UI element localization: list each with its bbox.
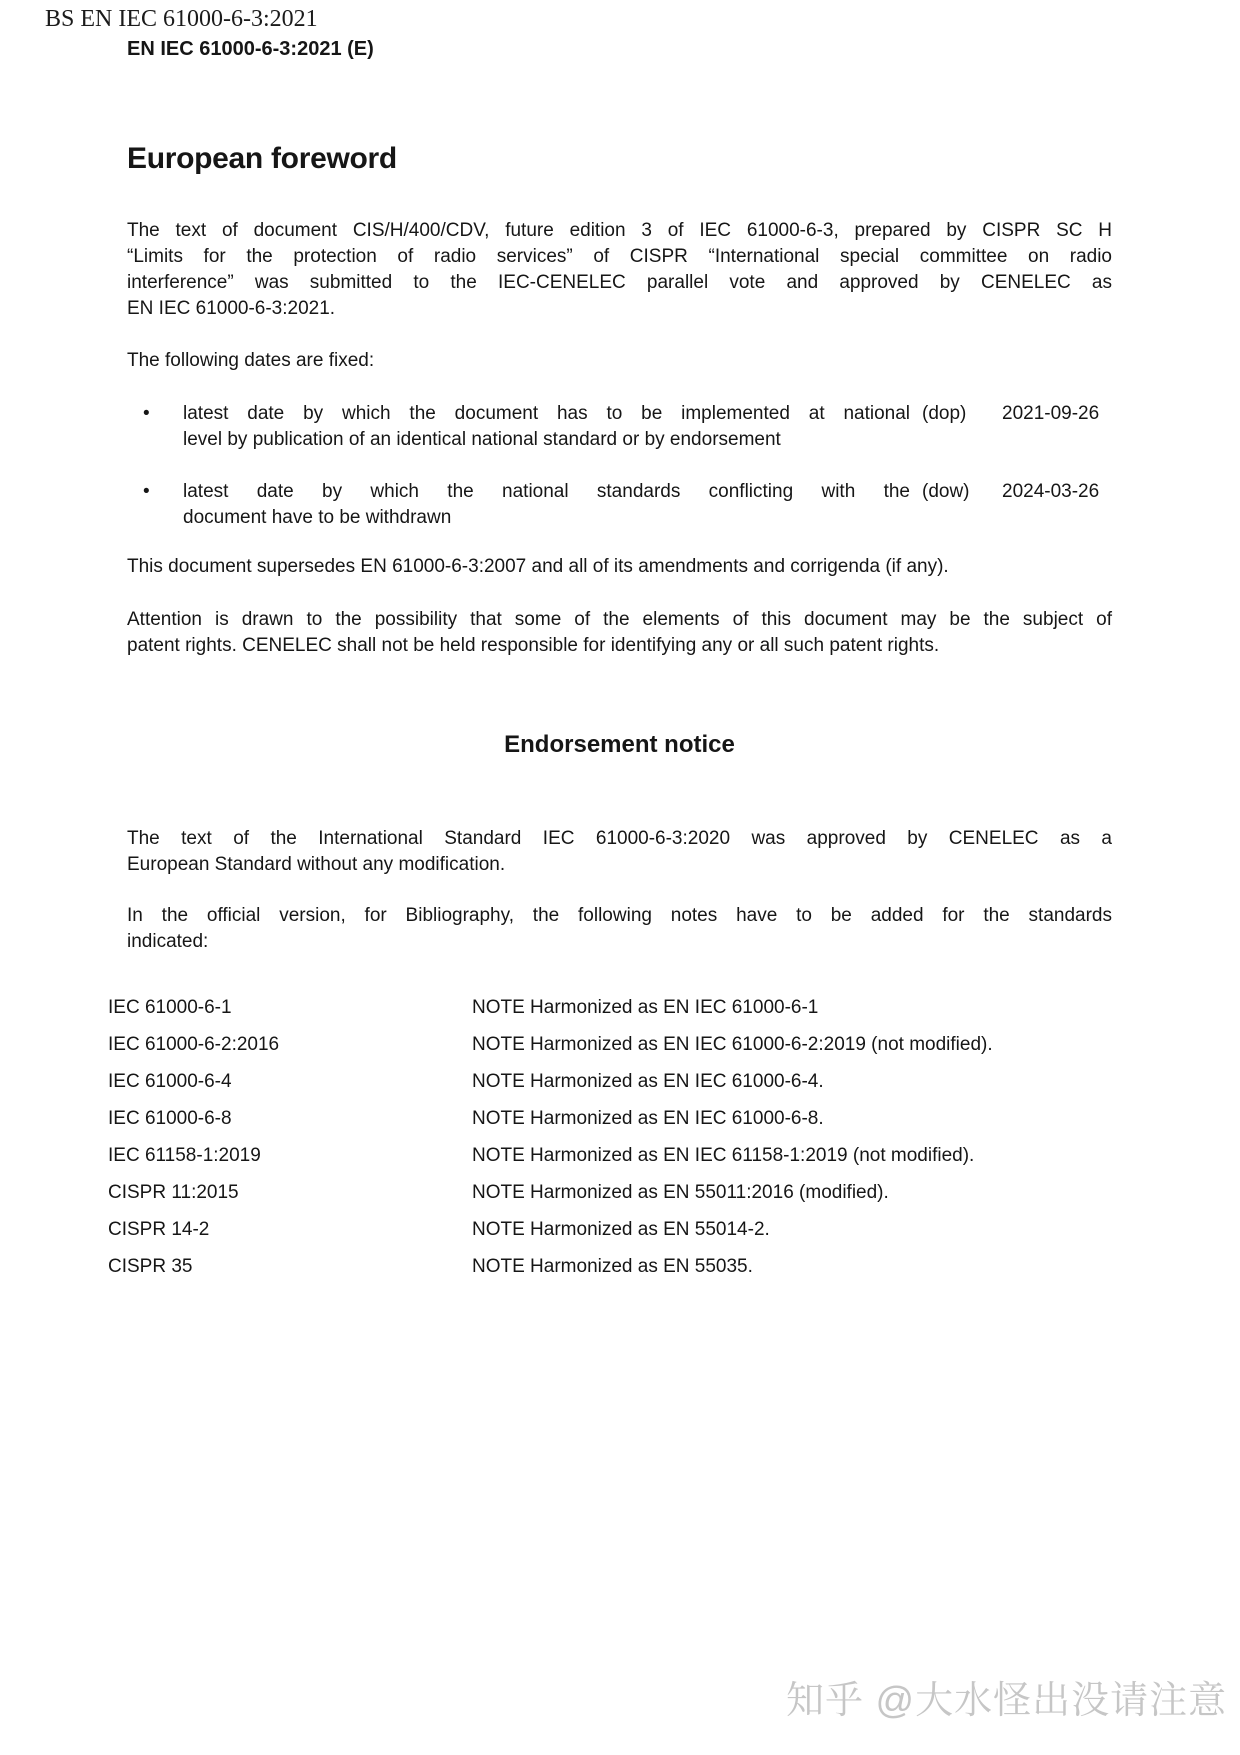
paragraph-line: European Standard without any modification. <box>127 854 506 875</box>
bs-standard-reference: BS EN IEC 61000-6-3:2021 <box>45 6 318 32</box>
table-row <box>108 1254 1118 1280</box>
paragraph-line: “Limits for the protection of radio services” of CISPR “International special committee on radio <box>127 246 1112 267</box>
paragraph-line: EN IEC 61000-6-3:2021. <box>127 298 336 319</box>
table-row <box>108 1217 1118 1243</box>
note-cell: NOTE Harmonized as EN IEC 61000-6-2:2019 (not modified). <box>472 1034 993 1055</box>
note-cell: NOTE Harmonized as EN IEC 61158-1:2019 (not modified). <box>472 1145 975 1166</box>
note-cell: NOTE Harmonized as EN IEC 61000-6-4. <box>472 1071 824 1092</box>
paragraph-line: Attention is drawn to the possibility that some of the elements of this document may be the subject of <box>127 609 1112 630</box>
standard-cell: IEC 61000-6-2:2016 <box>108 1034 280 1055</box>
dop-code: (dop) <box>922 403 967 424</box>
bullet-line: latest date by which the national standards conflicting with the <box>183 481 910 502</box>
dop-date: 2021-09-26 <box>1002 403 1100 424</box>
paragraph-line: indicated: <box>127 931 209 952</box>
bullet-line: document have to be withdrawn <box>183 507 452 528</box>
paragraph-line: In the official version, for Bibliography, the following notes have to be added for the standards <box>127 905 1112 926</box>
note-cell: NOTE Harmonized as EN IEC 61000-6-8. <box>472 1108 824 1129</box>
standard-cell: IEC 61158-1:2019 <box>108 1145 261 1166</box>
zhihu-watermark: 知乎 @大水怪出没请注意 <box>786 1680 1228 1722</box>
table-row <box>108 1180 1118 1206</box>
paragraph-line: The text of document CIS/H/400/CDV, future edition 3 of IEC 61000-6-3, prepared by CISPR SC H <box>127 220 1112 241</box>
note-cell: NOTE Harmonized as EN 55035. <box>472 1256 753 1277</box>
standard-cell: CISPR 11:2015 <box>108 1182 239 1203</box>
en-standard-reference: EN IEC 61000-6-3:2021 (E) <box>127 38 374 60</box>
paragraph-line: interference” was submitted to the IEC-CENELEC parallel vote and approved by CENELEC as <box>127 272 1112 293</box>
bullet-line: level by publication of an identical national standard or by endorsement <box>183 429 781 450</box>
note-cell: NOTE Harmonized as EN IEC 61000-6-1 <box>472 997 819 1018</box>
bullet-icon: • <box>143 481 150 502</box>
dow-bullet-text <box>183 479 910 531</box>
note-cell: NOTE Harmonized as EN 55011:2016 (modified). <box>472 1182 889 1203</box>
table-row <box>108 1143 1118 1169</box>
dow-date: 2024-03-26 <box>1002 481 1100 502</box>
bullet-icon: • <box>143 403 150 424</box>
dates-intro-paragraph: The following dates are fixed: <box>127 350 375 371</box>
note-cell: NOTE Harmonized as EN 55014-2. <box>472 1219 770 1240</box>
paragraph-line: The text of the International Standard IEC 61000-6-3:2020 was approved by CENELEC as a <box>127 828 1112 849</box>
dow-bullet-item <box>0 479 1240 531</box>
standard-cell: IEC 61000-6-4 <box>108 1071 232 1092</box>
bullet-line: latest date by which the document has to be implemented at national <box>183 403 910 424</box>
standard-cell: CISPR 14-2 <box>108 1219 210 1240</box>
endorsement-notice-heading: Endorsement notice <box>504 731 735 758</box>
table-row <box>108 1069 1118 1095</box>
foreword-intro-paragraph <box>127 218 1112 322</box>
european-foreword-heading: European foreword <box>127 142 397 175</box>
table-row <box>108 1032 1118 1058</box>
dop-bullet-item <box>0 401 1240 453</box>
standard-cell: IEC 61000-6-1 <box>108 997 232 1018</box>
standard-cell: CISPR 35 <box>108 1256 193 1277</box>
harmonized-notes-table <box>108 995 1118 1291</box>
table-row <box>108 1106 1118 1132</box>
standard-cell: IEC 61000-6-8 <box>108 1108 232 1129</box>
supersedes-paragraph: This document supersedes EN 61000-6-3:2007 and all of its amendments and corrigenda (if any). <box>127 556 949 577</box>
approval-paragraph <box>127 826 1112 878</box>
dop-bullet-text <box>183 401 910 453</box>
patent-rights-paragraph <box>127 607 1112 659</box>
paragraph-line: patent rights. CENELEC shall not be held responsible for identifying any or all such patent rights. <box>127 635 940 656</box>
bibliography-paragraph <box>127 903 1112 955</box>
dow-code: (dow) <box>922 481 970 502</box>
table-row <box>108 995 1118 1021</box>
